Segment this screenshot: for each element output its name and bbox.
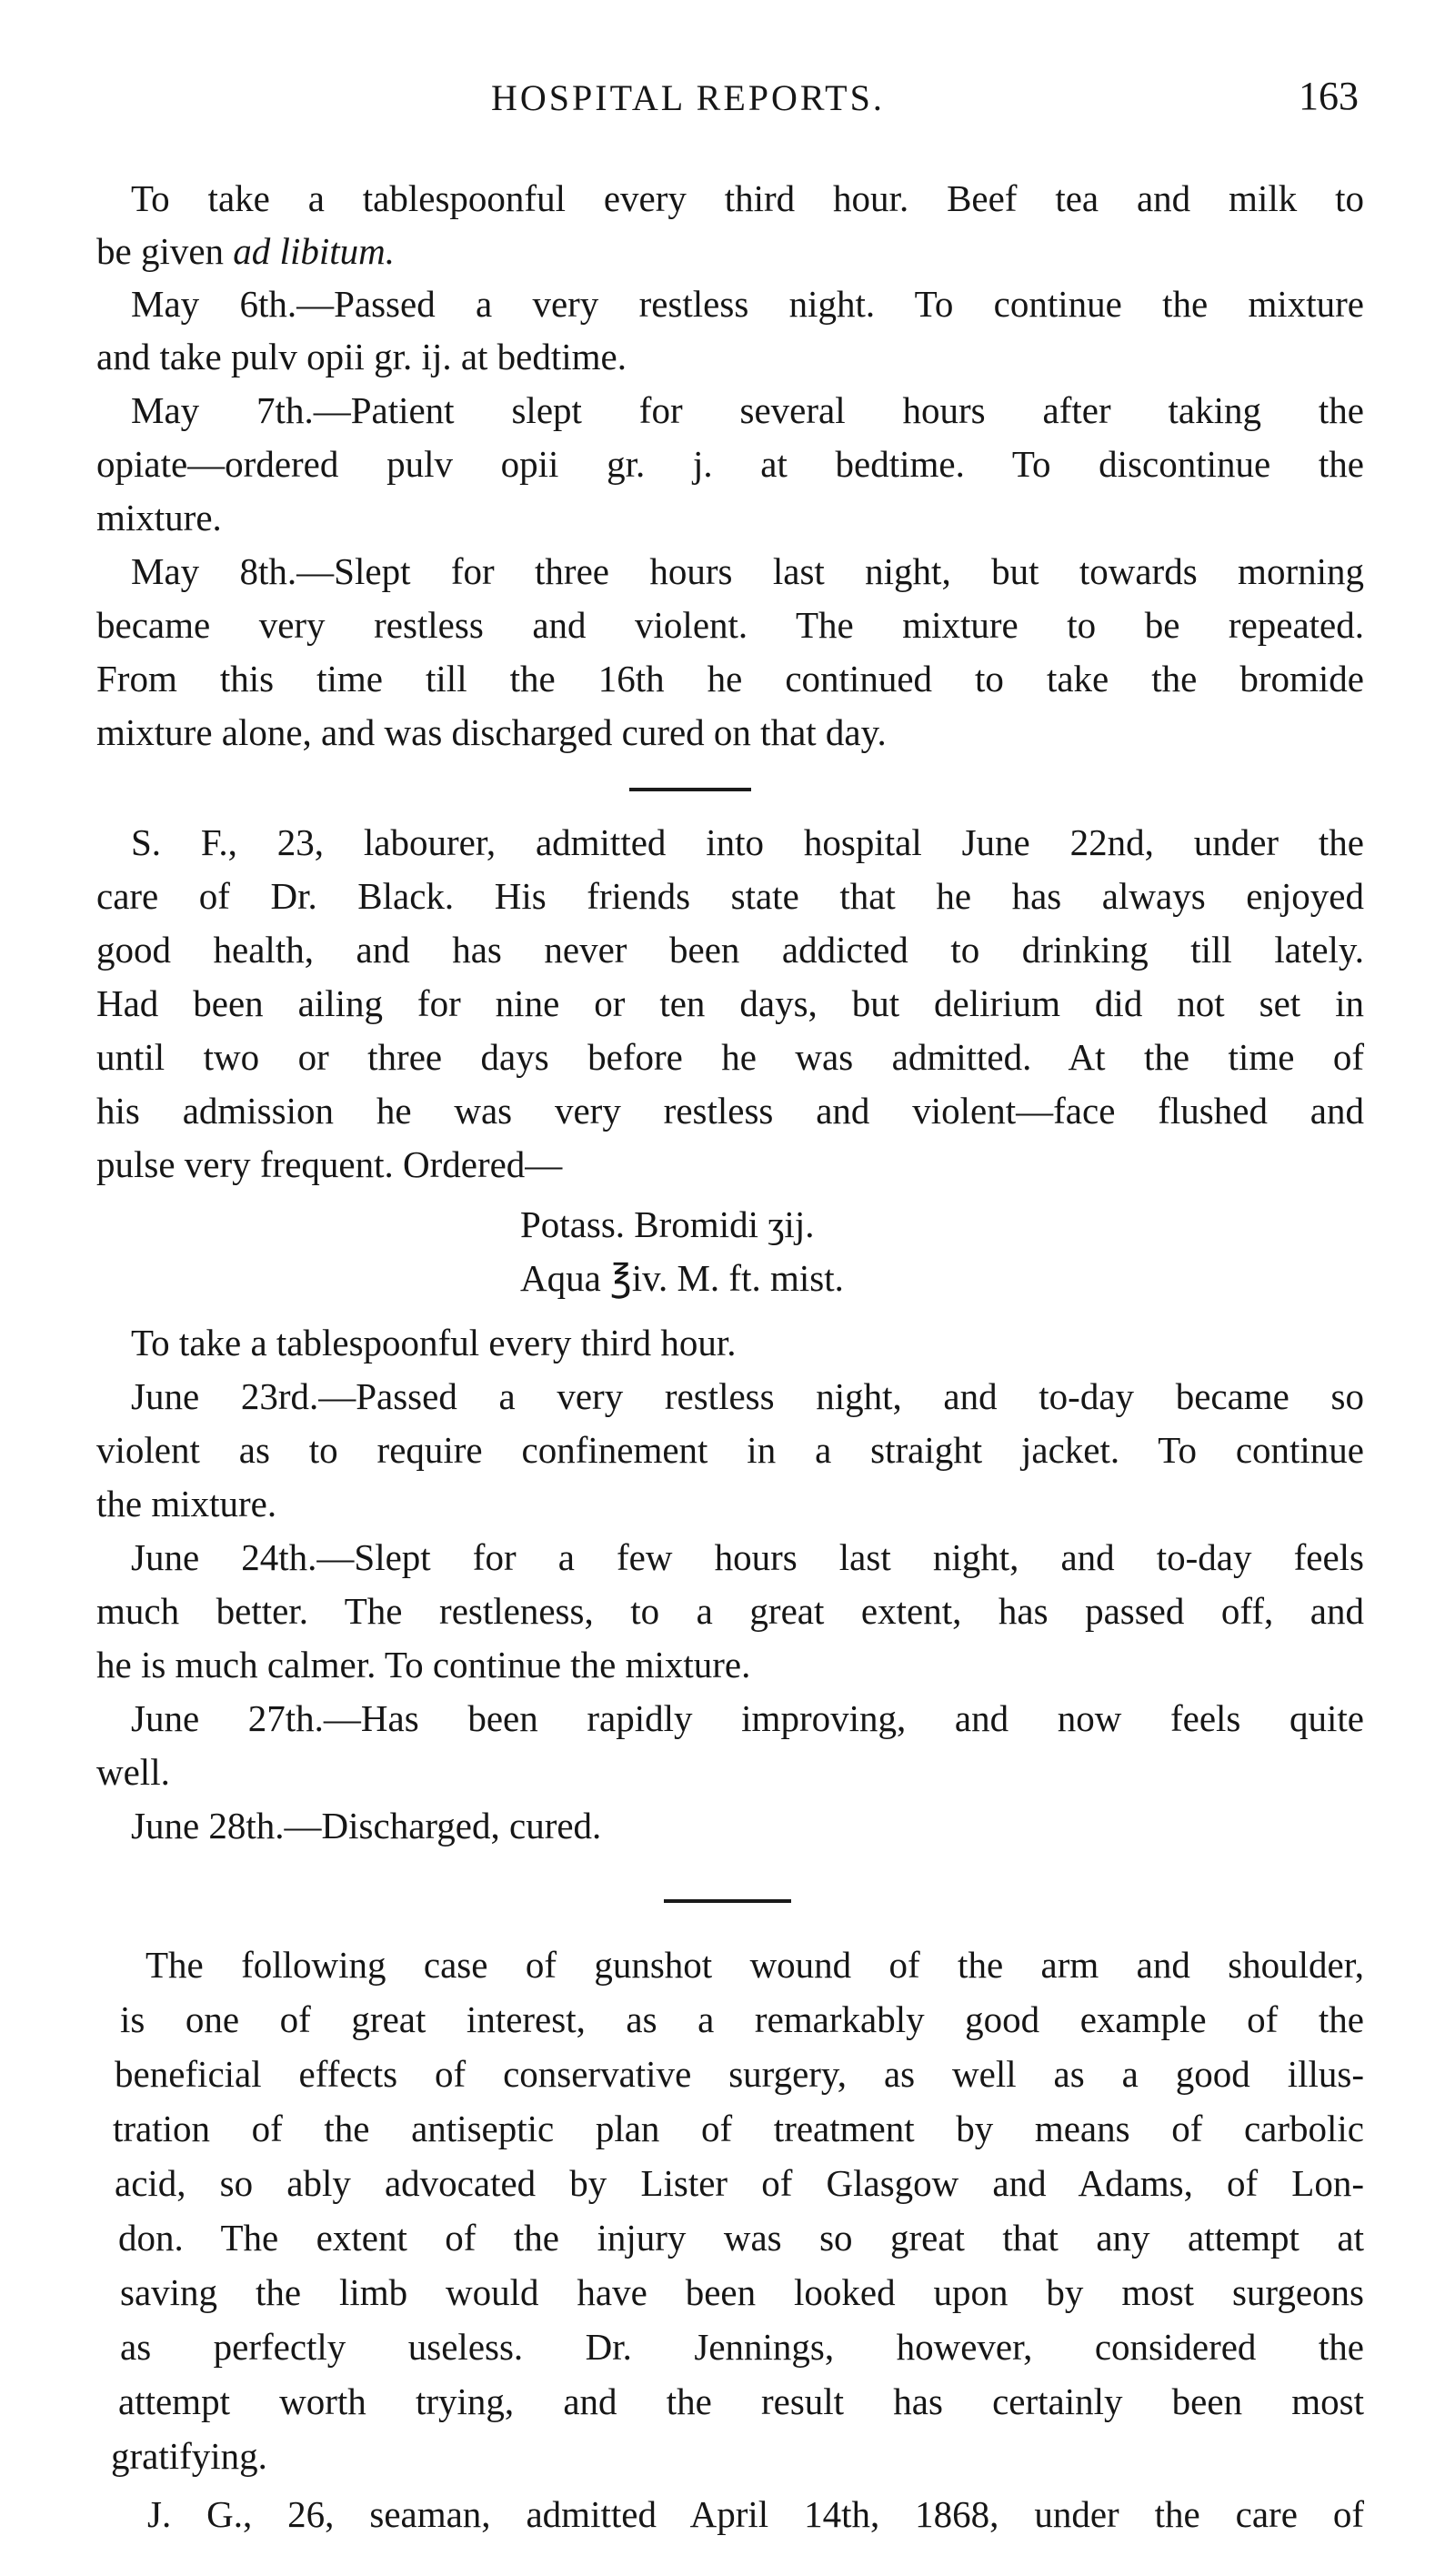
- text-line: beneficial effects of conservative surgery, as well as a good illus-: [115, 2053, 1364, 2095]
- text-line: gratifying.: [111, 2435, 267, 2477]
- text-line: be given ad libitum.: [96, 230, 395, 272]
- text-line: May 8th.—Slept for three hours last night, but towards morning: [131, 550, 1364, 592]
- prescription-line: Potass. Bromidi ʒij.: [520, 1203, 815, 1245]
- text-line: pulse very frequent. Ordered—: [96, 1143, 563, 1185]
- text-line: is one of great interest, as a remarkably good example of the: [120, 1998, 1364, 2040]
- text-line: until two or three days before he was admitted. At the time of: [96, 1036, 1364, 1078]
- text-line: June 23rd.—Passed a very restless night, and to-day became so: [131, 1375, 1364, 1417]
- text-line: attempt worth trying, and the result has certainly been most: [118, 2380, 1364, 2422]
- text-line: much better. The restleness, to a great extent, has passed off, and: [96, 1590, 1364, 1632]
- italic-phrase: ad libitum.: [233, 230, 395, 272]
- text-line: and take pulv opii gr. ij. at bedtime.: [96, 336, 627, 377]
- text-line: became very restless and violent. The mixture to be repeated.: [96, 604, 1364, 646]
- text-line: May 7th.—Patient slept for several hours after taking the: [131, 389, 1364, 431]
- text-line: To take a tablespoonful every third hour.: [131, 1322, 737, 1363]
- text-line: June 27th.—Has been rapidly improving, and now feels quite: [131, 1697, 1364, 1739]
- text-line: opiate—ordered pulv opii gr. j. at bedtime. To discontinue the: [96, 443, 1364, 485]
- prescription-line: Aqua ℥iv. M. ft. mist.: [520, 1257, 844, 1299]
- running-header: HOSPITAL REPORTS.: [491, 77, 885, 118]
- text-line: don. The extent of the injury was so great that any attempt at: [118, 2217, 1364, 2259]
- section-divider: [664, 1899, 791, 1903]
- text-line: June 28th.—Discharged, cured.: [131, 1805, 602, 1846]
- text-line: S. F., 23, labourer, admitted into hospital June 22nd, under the: [131, 821, 1364, 863]
- text-line: his admission he was very restless and violent—face flushed and: [96, 1090, 1364, 1132]
- text-line: May 6th.—Passed a very restless night. To continue the mixture: [131, 283, 1364, 325]
- text-line: violent as to require confinement in a straight jacket. To continue: [96, 1429, 1364, 1471]
- text-line: June 24th.—Slept for a few hours last night, and to-day feels: [131, 1536, 1364, 1578]
- page-number: 163: [1299, 74, 1359, 118]
- text-line: good health, and has never been addicted to drinking till lately.: [96, 929, 1364, 971]
- text-line: mixture.: [96, 497, 222, 538]
- text-line: well.: [96, 1751, 170, 1793]
- text-line: care of Dr. Black. His friends state that he has always enjoyed: [96, 875, 1364, 917]
- section-divider: [629, 788, 751, 791]
- text-line: as perfectly useless. Dr. Jennings, however, considered the: [120, 2326, 1364, 2368]
- text-line: Had been ailing for nine or ten days, but delirium did not set in: [96, 982, 1364, 1024]
- text-line: J. G., 26, seaman, admitted April 14th, 1868, under the care of: [147, 2493, 1364, 2535]
- text-line: tration of the antiseptic plan of treatment by means of carbolic: [113, 2108, 1364, 2149]
- text-line: mixture alone, and was discharged cured on that day.: [96, 711, 887, 753]
- text-line: To take a tablespoonful every third hour. Beef tea and milk to: [131, 177, 1364, 219]
- text-line: The following case of gunshot wound of the arm and shoulder,: [146, 1944, 1364, 1986]
- text-line: saving the limb would have been looked upon by most surgeons: [120, 2271, 1364, 2313]
- text-line: the mixture.: [96, 1483, 277, 1524]
- text-line: From this time till the 16th he continued to take the bromide: [96, 658, 1364, 699]
- text-line: acid, so ably advocated by Lister of Glasgow and Adams, of Lon-: [115, 2162, 1364, 2204]
- text-line: he is much calmer. To continue the mixture.: [96, 1644, 751, 1685]
